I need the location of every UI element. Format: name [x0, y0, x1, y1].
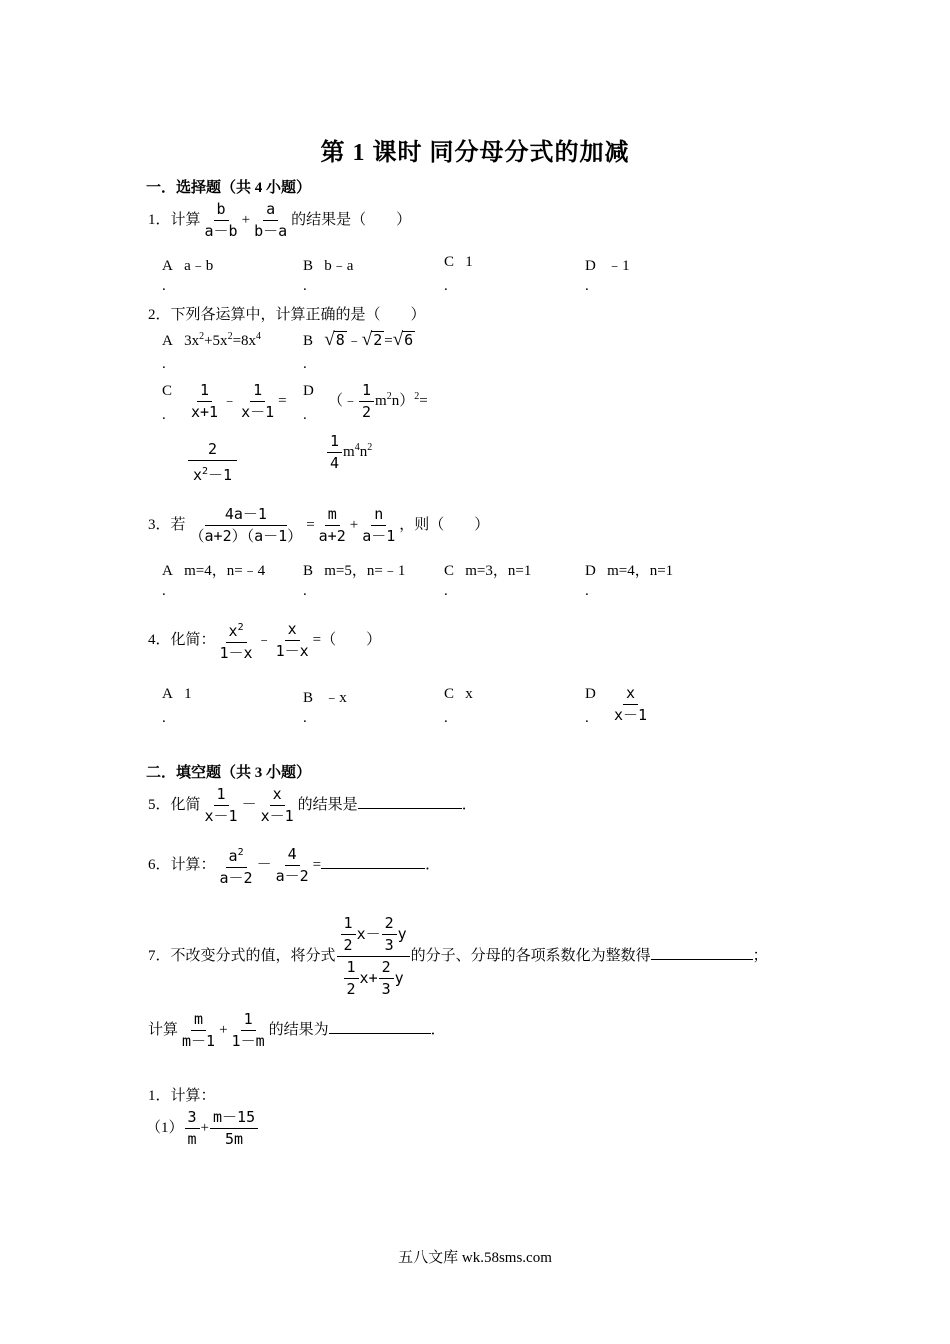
option-letter: C — [444, 563, 455, 579]
expr: x+ — [359, 969, 378, 987]
option-b — [303, 329, 415, 351]
denominator — [190, 461, 235, 485]
numerator — [337, 914, 410, 957]
expr: x－ — [356, 925, 381, 943]
radicand: 8 — [335, 331, 345, 349]
section-heading-fill: 二．填空题（共 3 小题） — [146, 765, 312, 781]
denominator: 5m — [225, 1130, 244, 1148]
fraction — [210, 1108, 258, 1149]
option-dot: . — [162, 407, 166, 423]
fraction — [359, 505, 398, 546]
numerator: 1 — [359, 381, 374, 402]
option-dot: . — [585, 710, 589, 726]
fraction — [273, 845, 312, 886]
denominator: b－a — [254, 222, 288, 240]
footer-watermark: 五八文库 wk.58sms.com — [398, 1250, 552, 1266]
numerator: 1 — [241, 1010, 256, 1031]
calc-heading — [148, 1084, 216, 1105]
denominator: 2 — [343, 936, 353, 954]
question-text: 若 — [170, 516, 186, 533]
option-b — [303, 254, 353, 275]
option-c — [444, 686, 473, 703]
fraction — [327, 432, 342, 473]
fraction — [187, 505, 306, 546]
operator: － — [241, 796, 257, 813]
operator: = — [278, 392, 287, 409]
exponent: 2 — [202, 466, 209, 477]
expr: x — [228, 622, 238, 640]
punctuation: ； — [752, 947, 768, 964]
fraction — [611, 684, 650, 725]
option-b — [303, 559, 405, 580]
answer-blank[interactable] — [329, 1019, 431, 1034]
question-text: 的结果是 — [297, 796, 358, 813]
option-c-letter: C — [162, 383, 173, 399]
operator: = — [312, 856, 322, 873]
option-b — [303, 686, 347, 707]
numerator: 2 — [188, 440, 237, 461]
answer-blank[interactable] — [651, 945, 753, 960]
option-value: m=5，n=﹣1 — [324, 563, 406, 579]
fraction — [217, 843, 256, 888]
expr: a — [228, 847, 238, 865]
option-value: 1 — [184, 686, 192, 702]
denominator: x－1 — [204, 807, 238, 825]
denominator: 3 — [384, 936, 394, 954]
option-value: ﹣x — [324, 690, 347, 706]
denominator: 4 — [330, 454, 340, 472]
option-value: ﹣1 — [607, 258, 630, 274]
option-c — [444, 254, 473, 271]
numerator: n — [371, 505, 386, 526]
fraction — [273, 620, 312, 661]
option-d — [610, 684, 651, 725]
option-letter: A — [162, 686, 173, 702]
exponent: 2 — [237, 847, 244, 858]
operator: － — [256, 856, 272, 873]
option-a — [162, 254, 213, 275]
expr: y — [394, 969, 404, 987]
option-value: x — [465, 686, 473, 702]
option-a — [162, 686, 192, 703]
punctuation: ． — [425, 856, 441, 873]
denominator: （a+2）（a－1） — [189, 527, 303, 545]
option-letter: B — [303, 563, 314, 579]
denominator — [340, 957, 407, 999]
expr: m — [375, 392, 387, 409]
fraction — [202, 200, 241, 241]
sub-number: （1） — [146, 1119, 184, 1136]
option-letter: C — [444, 686, 455, 702]
numerator: x — [270, 785, 285, 806]
fraction — [229, 1010, 268, 1051]
option-letter: A — [162, 563, 173, 579]
operator: ﹣ — [346, 333, 362, 349]
option-dot: . — [585, 583, 589, 599]
numerator — [226, 618, 247, 643]
denominator: x－1 — [260, 807, 294, 825]
fraction — [202, 785, 241, 826]
option-d-letter: D — [585, 686, 596, 702]
option-dot: . — [444, 583, 448, 599]
option-letter: C — [444, 254, 455, 270]
option-value: m=4，n=1 — [607, 563, 674, 579]
option-dot: . — [162, 356, 166, 372]
option-d — [328, 381, 428, 422]
fraction — [185, 1108, 200, 1149]
option-dot: . — [303, 407, 307, 423]
option-letter: B — [303, 690, 314, 706]
fraction — [258, 785, 297, 826]
denominator: 2 — [362, 403, 372, 421]
fraction — [316, 505, 349, 546]
denominator: 1－m — [231, 1032, 265, 1050]
option-value: a﹣b — [184, 258, 214, 274]
numerator: a — [263, 200, 278, 221]
denominator: 2 — [346, 980, 356, 998]
denominator: 1－x — [275, 642, 309, 660]
question-text: 下列各运算中，计算正确的是（ ） — [170, 307, 426, 323]
answer-blank[interactable] — [321, 854, 425, 869]
expr: －1 — [208, 466, 233, 484]
exponent: 2 — [227, 331, 233, 342]
operator: + — [219, 1021, 228, 1038]
question-text: 化简 — [170, 796, 201, 813]
option-c — [187, 381, 287, 422]
question-7-part-2 — [148, 1010, 446, 1051]
expr: y — [397, 925, 407, 943]
numerator: 1 — [197, 381, 212, 402]
radicand: 6 — [404, 331, 414, 349]
numerator: 1 — [341, 914, 356, 935]
question-number: 7． — [148, 947, 171, 964]
operator: + — [200, 1119, 210, 1136]
fraction — [188, 381, 221, 422]
operator: = — [384, 333, 393, 349]
fraction — [344, 958, 359, 999]
option-c — [444, 559, 531, 580]
operator: + — [349, 516, 359, 533]
fraction — [379, 958, 394, 999]
numerator: x — [623, 684, 638, 705]
numerator: 1 — [214, 785, 229, 806]
numerator: x — [285, 620, 300, 641]
question-7 — [148, 914, 768, 999]
numerator: 3 — [185, 1108, 200, 1129]
numerator: b — [214, 200, 229, 221]
fraction — [251, 200, 290, 241]
page-title: 第 1 课时 同分母分式的加减 — [320, 140, 630, 166]
option-value: 1 — [465, 254, 473, 270]
question-text: 的分子、分母的各项系数化为整数得 — [410, 947, 651, 964]
question-number: 4． — [148, 631, 171, 648]
expr: x — [192, 466, 202, 484]
option-dot: . — [162, 583, 166, 599]
numerator: 1 — [344, 958, 359, 979]
fraction — [188, 440, 237, 485]
option-value: m=4，n=﹣4 — [184, 563, 266, 579]
question-number: 1． — [148, 211, 171, 228]
numerator: 4 — [285, 845, 300, 866]
fraction — [382, 914, 397, 955]
denominator: x－1 — [241, 403, 275, 421]
operator: = — [419, 392, 428, 409]
exponent: 4 — [256, 331, 262, 342]
expr: （﹣ — [328, 392, 359, 409]
operator: = — [306, 516, 315, 533]
option-dot: . — [303, 278, 307, 294]
numerator: 1 — [327, 432, 342, 453]
question-text: 化简： — [170, 631, 216, 648]
radical-icon: √ — [324, 329, 335, 350]
option-a — [162, 559, 265, 580]
denominator: a－2 — [275, 867, 309, 885]
question-text: 计算： — [170, 856, 216, 873]
option-dot: . — [303, 583, 307, 599]
option-value: b﹣a — [324, 258, 354, 274]
question-5 — [148, 785, 477, 826]
denominator: a－1 — [362, 527, 396, 545]
question-3 — [148, 505, 489, 546]
radical-icon: √ — [361, 329, 373, 350]
question-text: 的结果为 — [268, 1021, 329, 1038]
fraction — [179, 1010, 218, 1051]
exponent: 4 — [354, 441, 360, 453]
expr: =8x — [232, 333, 257, 349]
option-d-result — [326, 432, 372, 473]
question-number: 2． — [148, 307, 171, 323]
operator: + — [241, 211, 251, 228]
question-number: 6． — [148, 856, 171, 873]
punctuation: ． — [430, 1021, 446, 1038]
option-dot: . — [162, 278, 166, 294]
numerator: 2 — [379, 958, 394, 979]
option-letter: A — [162, 333, 173, 349]
numerator: m — [325, 505, 340, 526]
option-dot: . — [585, 278, 589, 294]
expr: m — [343, 443, 355, 460]
complex-fraction — [337, 914, 410, 999]
punctuation: ． — [461, 796, 477, 813]
numerator: m－15 — [210, 1108, 258, 1129]
question-text: 计算 — [148, 1021, 179, 1038]
option-value: m=3，n=1 — [465, 563, 532, 579]
question-text: 计算： — [170, 1088, 216, 1104]
exponent: 2 — [386, 390, 392, 402]
operator: ﹣ — [222, 392, 238, 409]
option-dot: . — [303, 710, 307, 726]
option-c-result — [187, 440, 238, 485]
option-dot: . — [444, 710, 448, 726]
question-text: 计算 — [170, 211, 201, 228]
question-1 — [148, 200, 411, 241]
option-d-letter: D — [303, 383, 314, 399]
option-d — [585, 559, 673, 580]
calc-item-1 — [146, 1108, 259, 1149]
question-text: =（ ） — [312, 631, 382, 648]
expr: n） — [391, 392, 415, 409]
option-d — [585, 254, 630, 275]
numerator: 2 — [382, 914, 397, 935]
question-number: 5． — [148, 796, 171, 813]
denominator: m — [187, 1130, 197, 1148]
question-6 — [148, 843, 440, 888]
option-letter: B — [303, 258, 314, 274]
operator: ﹣ — [256, 631, 272, 648]
option-a — [162, 331, 261, 350]
denominator: x－1 — [614, 706, 648, 724]
option-dot: . — [303, 356, 307, 372]
exponent: 2 — [237, 622, 244, 633]
expr: n — [359, 443, 368, 460]
expr: +5x — [204, 333, 228, 349]
fraction — [217, 618, 256, 663]
section-heading-choice: 一．选择题（共 4 小题） — [146, 180, 312, 196]
denominator: a－2 — [219, 869, 253, 887]
denominator: m－1 — [182, 1032, 216, 1050]
question-text: ，则（ ） — [399, 516, 490, 533]
question-text: 的结果是（ ） — [291, 211, 412, 228]
numerator: 1 — [250, 381, 265, 402]
option-dot: . — [162, 710, 166, 726]
fraction — [341, 914, 356, 955]
fraction — [359, 381, 374, 422]
question-text: 不改变分式的值，将分式 — [170, 947, 336, 964]
option-letter: D — [585, 258, 596, 274]
denominator: 3 — [381, 980, 391, 998]
option-letter: A — [162, 258, 173, 274]
denominator: 1－x — [219, 644, 253, 662]
question-number: 3． — [148, 516, 171, 533]
question-4 — [148, 618, 381, 663]
question-2 — [148, 303, 426, 324]
radical-icon: √ — [392, 329, 404, 350]
fraction — [238, 381, 277, 422]
option-letter: B — [303, 333, 314, 349]
denominator: x+1 — [191, 403, 219, 421]
answer-blank[interactable] — [358, 794, 462, 809]
question-number: 1． — [148, 1088, 171, 1104]
denominator: a+2 — [318, 527, 346, 545]
option-dot: . — [444, 278, 448, 294]
denominator: a－b — [204, 222, 238, 240]
numerator — [226, 843, 247, 868]
exponent: 2 — [367, 441, 373, 453]
option-letter: D — [585, 563, 596, 579]
radicand: 2 — [373, 331, 383, 349]
numerator: m — [191, 1010, 206, 1031]
exponent: 2 — [199, 331, 205, 342]
expr: 3x — [184, 333, 200, 349]
exponent: 2 — [414, 390, 420, 402]
numerator: 4a－1 — [205, 505, 287, 526]
